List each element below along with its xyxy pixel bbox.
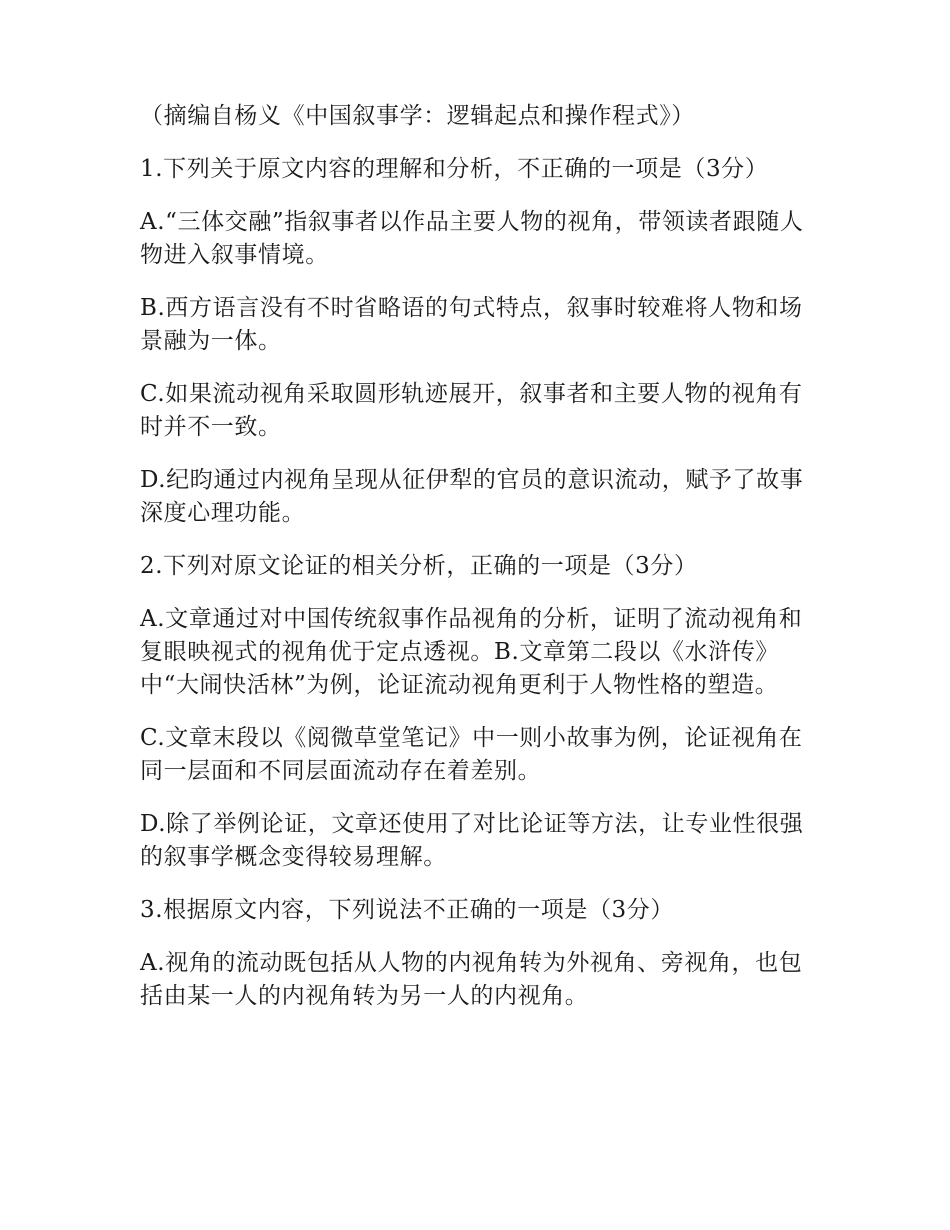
question-2-stem: 2.下列对原文论证的相关分析，正确的一项是（3分）	[140, 553, 698, 579]
source-citation: （摘编自杨义《中国叙事学：逻辑起点和操作程式》）	[140, 103, 695, 129]
document-body	[140, 100, 812, 1033]
question-2-option-c: C.文章末段以《阅微草堂笔记》中一则小故事为例，论证视角在同一层面和不同层面流动存在着差别。	[140, 725, 803, 784]
question-2-option-a-b: A.文章通过对中国传统叙事作品视角的分析，证明了流动视角和复眼映视式的视角优于定点透视。B.文章第二段以《水浒传》中“大闹快活林”为例，论证流动视角更利于人物性格的塑造。	[140, 606, 803, 698]
question-1-option-c: C.如果流动视角采取圆形轨迹展开，叙事者和主要人物的视角有时并不一致。	[140, 381, 803, 440]
question-1-option-b: B.西方语言没有不时省略语的句式特点，叙事时较难将人物和场景融为一体。	[140, 295, 803, 354]
question-1-option-d: D.纪昀通过内视角呈现从征伊犁的官员的意识流动，赋予了故事深度心理功能。	[140, 467, 804, 526]
question-3-option-a: A.视角的流动既包括从人物的内视角转为外视角、旁视角，也包括由某一人的内视角转为另一人的内视角。	[140, 950, 803, 1009]
question-3-stem: 3.根据原文内容，下列说法不正确的一项是（3分）	[140, 897, 674, 923]
question-1-option-a: A.“三体交融”指叙事者以作品主要人物的视角，带领读者跟随人物进入叙事情境。	[140, 209, 804, 268]
question-2-option-d: D.除了举例论证，文章还使用了对比论证等方法，让专业性很强的叙事学概念变得较易理解。	[140, 811, 804, 870]
question-1-stem: 1.下列关于原文内容的理解和分析，不正确的一项是（3分）	[140, 156, 769, 182]
